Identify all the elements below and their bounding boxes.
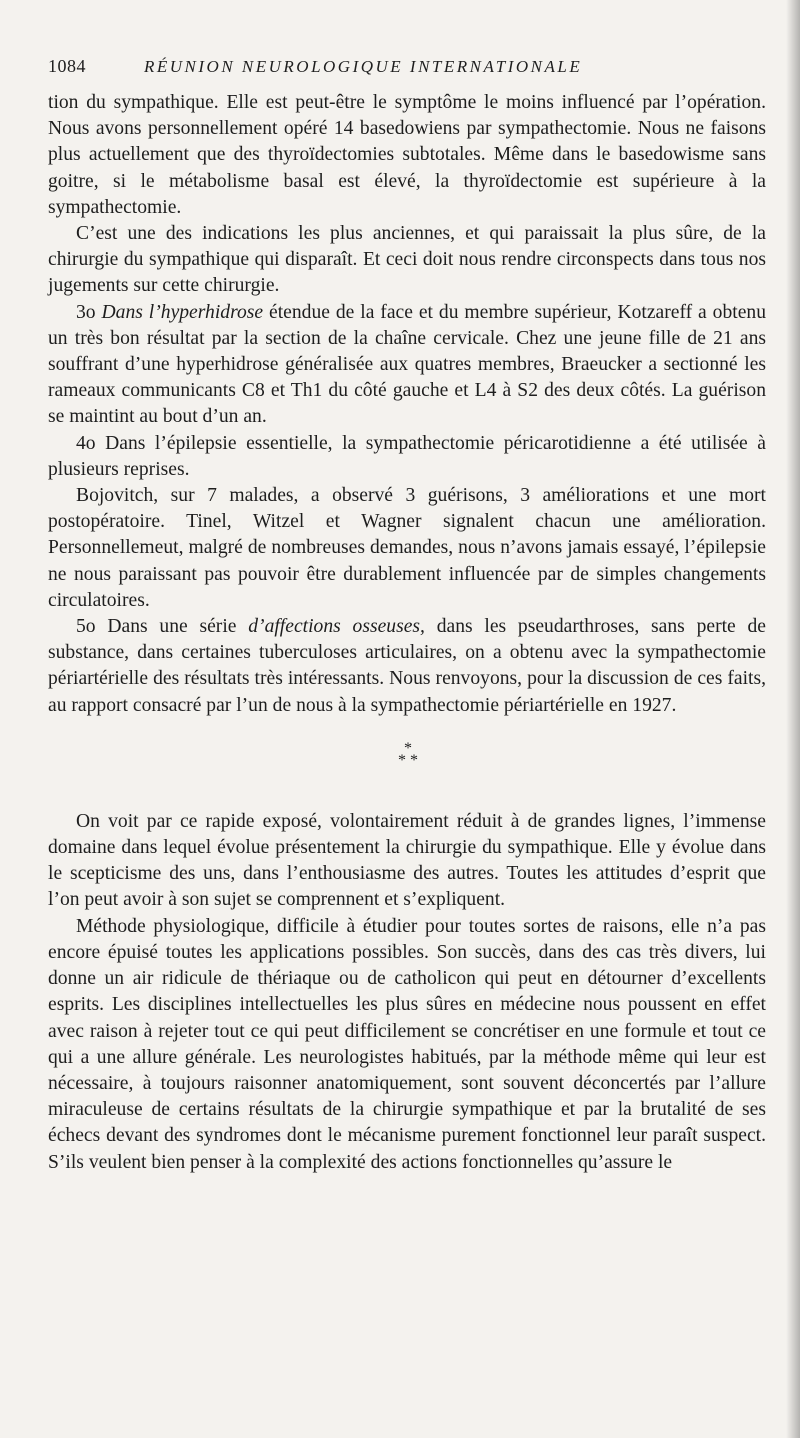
emphasis-hyperhidrose: Dans l’hyperhidrose — [101, 301, 264, 323]
item-number: 5o Dans une série — [76, 616, 249, 638]
item-number: 3o — [76, 301, 102, 323]
page-number: 1084 — [48, 56, 86, 76]
paragraph-continuation: dans les pseudarthroses, sans perte de substance, dans certaines tuberculoses articulaires, on a obtenu avec la sympathectomie périartérielle des résultats très intéressants. Nous renvoyons, pour la discussion de ces faits, au rapport consacré par l’un de nous à la sympathectomie périartérielle en 1927. — [48, 616, 766, 716]
running-head: RÉUNION NEUROLOGIQUE INTERNATIONALE — [144, 57, 583, 76]
asterism-top: * — [404, 739, 412, 757]
paragraph-affections-osseuses — [48, 614, 766, 719]
page-header — [48, 56, 766, 90]
book-page — [48, 56, 766, 1176]
paragraph-epilepsie: 4o Dans l’épilepsie essentielle, la sympathectomie péricarotidienne a été utilisée à plusieurs reprises. — [48, 432, 766, 480]
paragraph: Bojovitch, sur 7 malades, a observé 3 guérisons, 3 améliorations et une mort postopératoire. Tinel, Witzel et Wagner signalent chacun une amélioration. Personnellemeut, malgré de nombreuses demandes, nous n’avons jamais essayé, l’épilepsie ne nous paraissant pas pouvoir être durablement influencée par de simples changements circulatoires. — [48, 485, 766, 611]
asterism — [388, 739, 428, 783]
conclusion-text — [48, 809, 766, 1176]
paragraph: tion du sympathique. Elle est peut-être le symptôme le moins influencé par l’opération. Nous avons personnellement opéré 14 basedowiens par sympathectomie. Nous ne faisons plus actuellement que des thyroïdectomies subtotales. Même dans le basedowisme sans goitre, si le métabolisme basal est élevé, la thyroïdectomie est supérieure à la sympathectomie. — [48, 92, 766, 218]
page-edge-shadow — [786, 0, 800, 1438]
main-text — [48, 90, 766, 719]
emphasis-affections-osseuses: d’affections osseuses, — [248, 616, 425, 638]
paragraph-continuation: étendue de la face et du membre supérieur, Kotzareff a obtenu un très bon résultat par la section de la chaîne cervicale. Chez une jeune fille de 21 ans souffrant d’une hyperhidrose généralisée aux quatres membres, Braeucker a sectionné les rameaux communicants C8 et Th1 du côté gauche et L4 à S2 des deux côtés. La guérison se maintint au bout d’un an. — [48, 301, 766, 428]
paragraph: C’est une des indications les plus anciennes, et qui paraissait la plus sûre, de la chirurgie du sympathique qui disparaît. Et ceci doit nous rendre circonspects dans tous nos jugements sur cette chirurgie. — [48, 223, 766, 297]
section-separator — [48, 719, 766, 809]
paragraph-hyperhidrose — [48, 300, 766, 431]
paragraph: Méthode physiologique, difficile à étudier pour toutes sortes de raisons, elle n’a pas encore épuisé toutes les applications possibles. Son succès, dans des cas très divers, lui donne un air ridicule de thériaque ou de catholicon qui peut en détourner d’excellents esprits. Les disciplines intellectuelles les plus sûres en médecine nous poussent en effet avec raison à rejeter tout ce qui peut difficilement se concrétiser en une formule et tout ce qui a une allure générale. Les neurologistes habitués, par la méthode même qui leur est nécessaire, à toujours raisonner anatomiquement, sont souvent déconcertés par l’allure miraculeuse de certains résultats de la chirurgie sympathique et par la brutalité de ses échecs devant des syndromes dont le mécanisme purement fonctionnel leur paraît suspect. S’ils veulent bien penser à la complexité des actions fonctionnelles qu’assure le — [48, 915, 766, 1173]
paragraph: On voit par ce rapide exposé, volontairement réduit à de grandes lignes, l’immense domaine dans lequel évolue présentement la chirurgie du sympathique. Elle y évolue dans le scepticisme des uns, dans l’enthousiasme des autres. Toutes les attitudes d’esprit que l’on peut avoir à son sujet se comprennent et s’expliquent. — [48, 810, 766, 911]
asterism-bottom: * * — [398, 751, 418, 769]
